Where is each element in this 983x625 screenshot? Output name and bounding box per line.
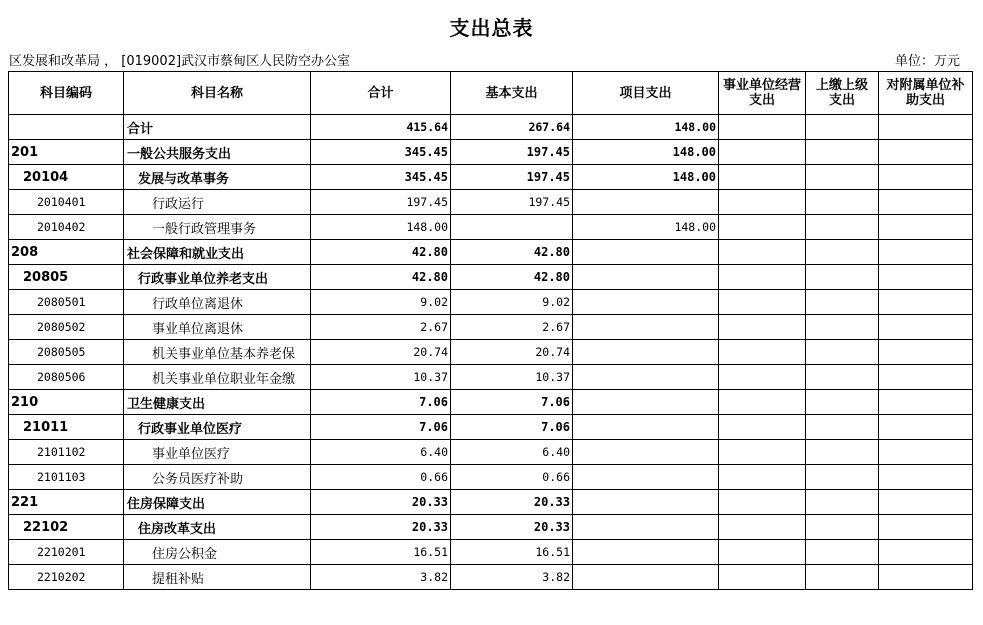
table-row — [9, 265, 973, 290]
cell-name: 行政事业单位医疗 — [124, 415, 311, 440]
cell-name: 合计 — [124, 115, 311, 140]
cell-subsidy — [879, 565, 973, 590]
cell-total: 148.00 — [311, 215, 451, 240]
cell-total: 42.80 — [311, 240, 451, 265]
cell-business — [719, 265, 806, 290]
cell-name: 事业单位医疗 — [124, 440, 311, 465]
cell-basic — [451, 215, 573, 240]
unit-subtitle: 区发展和改革局 ， [019002]武汉市蔡甸区人民防空办公室 — [9, 54, 351, 69]
cell-total: 197.45 — [311, 190, 451, 215]
cell-total: 0.66 — [311, 465, 451, 490]
cell-remit-upper — [806, 365, 879, 390]
cell-project — [573, 465, 719, 490]
cell-subsidy — [879, 165, 973, 190]
table-row — [9, 340, 973, 365]
cell-project — [573, 415, 719, 440]
cell-subsidy — [879, 315, 973, 340]
cell-project — [573, 490, 719, 515]
table-row — [9, 440, 973, 465]
cell-project — [573, 265, 719, 290]
cell-total: 7.06 — [311, 415, 451, 440]
cell-project: 148.00 — [573, 140, 719, 165]
cell-remit-upper — [806, 240, 879, 265]
table-row — [9, 515, 973, 540]
cell-project: 148.00 — [573, 115, 719, 140]
cell-remit-upper — [806, 415, 879, 440]
cell-project — [573, 540, 719, 565]
cell-basic: 20.33 — [451, 515, 573, 540]
cell-subsidy — [879, 265, 973, 290]
table-row — [9, 365, 973, 390]
cell-business — [719, 340, 806, 365]
cell-basic: 7.06 — [451, 415, 573, 440]
cell-name: 社会保障和就业支出 — [124, 240, 311, 265]
cell-remit-upper — [806, 540, 879, 565]
cell-basic: 197.45 — [451, 140, 573, 165]
table-row — [9, 190, 973, 215]
cell-basic: 7.06 — [451, 390, 573, 415]
header-basic: 基本支出 — [451, 72, 573, 115]
cell-name: 公务员医疗补助 — [124, 465, 311, 490]
cell-basic: 2.67 — [451, 315, 573, 340]
cell-business — [719, 140, 806, 165]
cell-business — [719, 565, 806, 590]
cell-code: 20805 — [9, 265, 124, 290]
cell-remit-upper — [806, 340, 879, 365]
cell-name: 事业单位离退休 — [124, 315, 311, 340]
header-code: 科目编码 — [9, 72, 124, 115]
cell-subsidy — [879, 515, 973, 540]
cell-business — [719, 365, 806, 390]
cell-basic: 197.45 — [451, 165, 573, 190]
cell-subsidy — [879, 365, 973, 390]
cell-code: 2080505 — [9, 340, 124, 365]
cell-total: 20.33 — [311, 490, 451, 515]
table-row — [9, 390, 973, 415]
cell-code: 2010401 — [9, 190, 124, 215]
cell-basic: 42.80 — [451, 240, 573, 265]
cell-total: 7.06 — [311, 390, 451, 415]
cell-name: 机关事业单位职业年金缴 — [124, 365, 311, 390]
cell-name: 发展与改革事务 — [124, 165, 311, 190]
cell-name: 提租补贴 — [124, 565, 311, 590]
cell-basic: 6.40 — [451, 440, 573, 465]
cell-code: 2080506 — [9, 365, 124, 390]
table-row — [9, 165, 973, 190]
cell-code: 2101103 — [9, 465, 124, 490]
cell-code: 2010402 — [9, 215, 124, 240]
table-row — [9, 315, 973, 340]
cell-remit-upper — [806, 190, 879, 215]
cell-name: 行政单位离退休 — [124, 290, 311, 315]
cell-basic: 267.64 — [451, 115, 573, 140]
cell-project — [573, 190, 719, 215]
cell-basic: 197.45 — [451, 190, 573, 215]
cell-code: 2080502 — [9, 315, 124, 340]
cell-code: 201 — [9, 140, 124, 165]
cell-basic: 16.51 — [451, 540, 573, 565]
table-row — [9, 215, 973, 240]
table-row — [9, 290, 973, 315]
cell-subsidy — [879, 115, 973, 140]
cell-remit-upper — [806, 390, 879, 415]
cell-remit-upper — [806, 115, 879, 140]
cell-business — [719, 540, 806, 565]
cell-basic: 20.74 — [451, 340, 573, 365]
cell-subsidy — [879, 190, 973, 215]
cell-basic: 9.02 — [451, 290, 573, 315]
cell-business — [719, 440, 806, 465]
table-row — [9, 540, 973, 565]
cell-basic: 3.82 — [451, 565, 573, 590]
table-row — [9, 240, 973, 265]
cell-name: 住房保障支出 — [124, 490, 311, 515]
cell-project — [573, 365, 719, 390]
cell-business — [719, 190, 806, 215]
expenditure-table — [8, 71, 973, 590]
cell-remit-upper — [806, 490, 879, 515]
cell-project — [573, 290, 719, 315]
page-title: 支出总表 — [449, 16, 534, 40]
cell-code: 22102 — [9, 515, 124, 540]
cell-subsidy — [879, 340, 973, 365]
cell-project — [573, 390, 719, 415]
cell-total: 9.02 — [311, 290, 451, 315]
cell-remit-upper — [806, 315, 879, 340]
cell-business — [719, 390, 806, 415]
cell-remit-upper — [806, 440, 879, 465]
cell-name: 一般公共服务支出 — [124, 140, 311, 165]
cell-project: 148.00 — [573, 215, 719, 240]
cell-name: 卫生健康支出 — [124, 390, 311, 415]
cell-project — [573, 315, 719, 340]
cell-code: 2080501 — [9, 290, 124, 315]
unit-label: 单位：万元 — [894, 54, 960, 69]
cell-subsidy — [879, 140, 973, 165]
cell-subsidy — [879, 540, 973, 565]
cell-code: 21011 — [9, 415, 124, 440]
cell-business — [719, 465, 806, 490]
cell-name: 住房公积金 — [124, 540, 311, 565]
table-row — [9, 115, 973, 140]
cell-subsidy — [879, 440, 973, 465]
cell-business — [719, 290, 806, 315]
cell-total: 345.45 — [311, 165, 451, 190]
cell-total: 16.51 — [311, 540, 451, 565]
cell-subsidy — [879, 390, 973, 415]
cell-remit-upper — [806, 215, 879, 240]
table-row — [9, 415, 973, 440]
header-business: 事业单位经营支出 — [719, 72, 806, 115]
cell-code: 2101102 — [9, 440, 124, 465]
cell-business — [719, 165, 806, 190]
cell-business — [719, 490, 806, 515]
cell-subsidy — [879, 215, 973, 240]
cell-project — [573, 340, 719, 365]
cell-business — [719, 415, 806, 440]
cell-remit-upper — [806, 140, 879, 165]
cell-business — [719, 115, 806, 140]
cell-code: 2210202 — [9, 565, 124, 590]
cell-code: 221 — [9, 490, 124, 515]
table-row — [9, 140, 973, 165]
cell-total: 10.37 — [311, 365, 451, 390]
cell-total: 2.67 — [311, 315, 451, 340]
cell-name: 机关事业单位基本养老保 — [124, 340, 311, 365]
table-body — [9, 115, 973, 590]
cell-code — [9, 115, 124, 140]
header-total: 合计 — [311, 72, 451, 115]
header-project: 项目支出 — [573, 72, 719, 115]
cell-remit-upper — [806, 165, 879, 190]
cell-total: 345.45 — [311, 140, 451, 165]
cell-project — [573, 515, 719, 540]
cell-code: 210 — [9, 390, 124, 415]
cell-basic: 0.66 — [451, 465, 573, 490]
cell-name: 行政事业单位养老支出 — [124, 265, 311, 290]
table-row — [9, 490, 973, 515]
cell-subsidy — [879, 290, 973, 315]
cell-code: 208 — [9, 240, 124, 265]
cell-total: 42.80 — [311, 265, 451, 290]
cell-remit-upper — [806, 290, 879, 315]
cell-basic: 10.37 — [451, 365, 573, 390]
table-row — [9, 465, 973, 490]
cell-remit-upper — [806, 565, 879, 590]
cell-remit-upper — [806, 265, 879, 290]
cell-business — [719, 215, 806, 240]
cell-subsidy — [879, 415, 973, 440]
cell-name: 行政运行 — [124, 190, 311, 215]
cell-business — [719, 315, 806, 340]
cell-remit-upper — [806, 515, 879, 540]
table-row — [9, 565, 973, 590]
cell-subsidy — [879, 240, 973, 265]
cell-total: 20.33 — [311, 515, 451, 540]
cell-subsidy — [879, 465, 973, 490]
cell-total: 6.40 — [311, 440, 451, 465]
cell-business — [719, 240, 806, 265]
cell-name: 一般行政管理事务 — [124, 215, 311, 240]
cell-basic: 42.80 — [451, 265, 573, 290]
cell-project: 148.00 — [573, 165, 719, 190]
cell-project — [573, 440, 719, 465]
cell-code: 2210201 — [9, 540, 124, 565]
cell-total: 415.64 — [311, 115, 451, 140]
header-name: 科目名称 — [124, 72, 311, 115]
cell-subsidy — [879, 490, 973, 515]
cell-total: 3.82 — [311, 565, 451, 590]
header-subsidy: 对附属单位补助支出 — [879, 72, 973, 115]
cell-remit-upper — [806, 465, 879, 490]
table-header-row — [9, 72, 973, 115]
header-remit-upper: 上缴上级支出 — [806, 72, 879, 115]
cell-basic: 20.33 — [451, 490, 573, 515]
cell-project — [573, 240, 719, 265]
cell-code: 20104 — [9, 165, 124, 190]
cell-project — [573, 565, 719, 590]
cell-business — [719, 515, 806, 540]
cell-total: 20.74 — [311, 340, 451, 365]
cell-name: 住房改革支出 — [124, 515, 311, 540]
